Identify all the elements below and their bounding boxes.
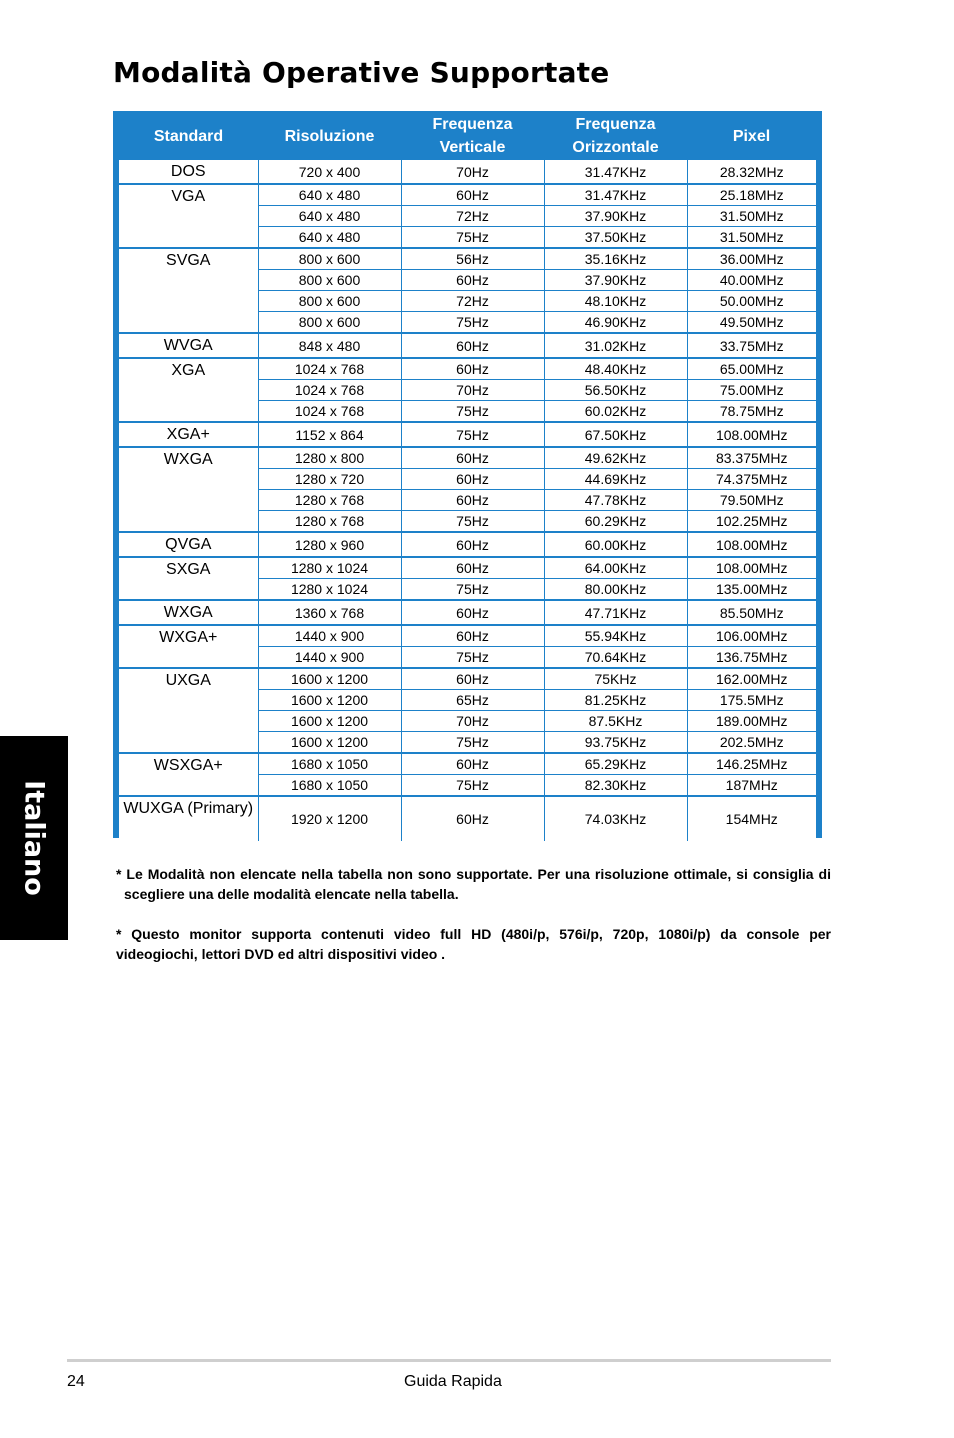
table-row [119,625,816,647]
vertical-frequency-cell: 60Hz [401,557,544,579]
horizontal-frequency-cell: 65.29KHz [544,753,687,775]
horizontal-frequency-cell: 81.25KHz [544,690,687,711]
resolution-cell: 800 x 600 [258,248,401,270]
vertical-frequency-cell: 60Hz [401,796,544,841]
horizontal-frequency-cell: 31.47KHz [544,184,687,206]
resolution-cell: 1680 x 1050 [258,775,401,797]
resolution-cell: 1024 x 768 [258,401,401,423]
horizontal-frequency-cell: 60.02KHz [544,401,687,423]
vertical-frequency-cell: 60Hz [401,333,544,358]
resolution-cell: 1680 x 1050 [258,753,401,775]
resolution-cell: 1024 x 768 [258,380,401,401]
standard-cell: WVGA [119,333,258,358]
resolution-cell: 1440 x 900 [258,647,401,669]
pixel-clock-cell: 75.00MHz [687,380,816,401]
pixel-clock-cell: 79.50MHz [687,490,816,511]
standard-cell: QVGA [119,532,258,557]
pixel-clock-cell: 31.50MHz [687,227,816,249]
header-horizontal-frequency: Frequenza Orizzontale [572,116,659,156]
header-pixel: Pixel [732,127,771,145]
pixel-clock-cell: 108.00MHz [687,422,816,447]
table-row [119,600,816,625]
resolution-cell: 800 x 600 [258,270,401,291]
pixel-clock-cell: 175.5MHz [687,690,816,711]
table-row [119,557,816,579]
resolution-cell: 1280 x 720 [258,469,401,490]
pixel-clock-cell: 50.00MHz [687,291,816,312]
pixel-clock-cell: 25.18MHz [687,184,816,206]
table-row [119,422,816,447]
vertical-frequency-cell: 75Hz [401,511,544,533]
resolution-cell: 1440 x 900 [258,625,401,647]
vertical-frequency-cell: 70Hz [401,160,544,185]
vertical-frequency-cell: 60Hz [401,469,544,490]
pixel-clock-cell: 136.75MHz [687,647,816,669]
vertical-frequency-cell: 75Hz [401,647,544,669]
resolution-cell: 1600 x 1200 [258,732,401,754]
table-row [119,796,816,841]
vertical-frequency-cell: 60Hz [401,668,544,690]
header-resolution: Risoluzione [284,127,375,145]
pixel-clock-cell: 83.375MHz [687,447,816,469]
horizontal-frequency-cell: 31.02KHz [544,333,687,358]
resolution-cell: 1280 x 960 [258,532,401,557]
standard-cell: XGA+ [119,422,258,447]
resolution-cell: 800 x 600 [258,291,401,312]
standard-cell: WXGA+ [119,625,258,668]
horizontal-frequency-cell: 82.30KHz [544,775,687,797]
resolution-cell: 1024 x 768 [258,358,401,380]
pixel-clock-cell: 28.32MHz [687,160,816,185]
vertical-frequency-cell: 56Hz [401,248,544,270]
resolution-cell: 640 x 480 [258,227,401,249]
supported-modes-table [119,113,816,841]
horizontal-frequency-cell: 44.69KHz [544,469,687,490]
standard-cell: WXGA [119,600,258,625]
pixel-clock-cell: 108.00MHz [687,532,816,557]
pixel-clock-cell: 202.5MHz [687,732,816,754]
vertical-frequency-cell: 75Hz [401,579,544,601]
horizontal-frequency-cell: 60.29KHz [544,511,687,533]
table-row [119,184,816,206]
pixel-clock-cell: 49.50MHz [687,312,816,334]
horizontal-frequency-cell: 74.03KHz [544,796,687,841]
table-row [119,358,816,380]
resolution-cell: 800 x 600 [258,312,401,334]
horizontal-frequency-cell: 49.62KHz [544,447,687,469]
pixel-clock-cell: 78.75MHz [687,401,816,423]
vertical-frequency-cell: 60Hz [401,753,544,775]
vertical-frequency-cell: 60Hz [401,532,544,557]
horizontal-frequency-cell: 93.75KHz [544,732,687,754]
pixel-clock-cell: 40.00MHz [687,270,816,291]
standard-cell: XGA [119,358,258,422]
vertical-frequency-cell: 75Hz [401,227,544,249]
pixel-clock-cell: 146.25MHz [687,753,816,775]
horizontal-frequency-cell: 67.50KHz [544,422,687,447]
table-row [119,753,816,775]
table-row [119,160,816,185]
footer-divider [67,1359,831,1362]
table-body [119,160,816,842]
pixel-clock-cell: 36.00MHz [687,248,816,270]
resolution-cell: 1600 x 1200 [258,690,401,711]
standard-cell: UXGA [119,668,258,753]
vertical-frequency-cell: 60Hz [401,447,544,469]
horizontal-frequency-cell: 31.47KHz [544,160,687,185]
horizontal-frequency-cell: 47.71KHz [544,600,687,625]
table-header-row [119,113,816,160]
resolution-cell: 640 x 480 [258,206,401,227]
pixel-clock-cell: 31.50MHz [687,206,816,227]
language-tab-label: Italiano [18,780,50,896]
standard-cell: SXGA [119,557,258,600]
horizontal-frequency-cell: 80.00KHz [544,579,687,601]
pixel-clock-cell: 102.25MHz [687,511,816,533]
vertical-frequency-cell: 75Hz [401,775,544,797]
header-standard: Standard [153,127,224,145]
vertical-frequency-cell: 60Hz [401,184,544,206]
page-number: 24 [67,1373,85,1390]
horizontal-frequency-cell: 48.10KHz [544,291,687,312]
vertical-frequency-cell: 60Hz [401,490,544,511]
resolution-cell: 1360 x 768 [258,600,401,625]
resolution-cell: 1152 x 864 [258,422,401,447]
horizontal-frequency-cell: 75KHz [544,668,687,690]
footnote-full-hd: * Questo monitor supporta contenuti video full HD (480i/p, 576i/p, 720p, 1080i/p) da console per videogiochi, lettori DVD ed altri dispositivi video . [116,926,831,962]
horizontal-frequency-cell: 46.90KHz [544,312,687,334]
horizontal-frequency-cell: 60.00KHz [544,532,687,557]
vertical-frequency-cell: 75Hz [401,422,544,447]
page-title: Modalità Operative Supportate [113,56,610,89]
vertical-frequency-cell: 60Hz [401,358,544,380]
vertical-frequency-cell: 75Hz [401,312,544,334]
standard-cell: WSXGA+ [119,753,258,796]
vertical-frequency-cell: 72Hz [401,206,544,227]
pixel-clock-cell: 106.00MHz [687,625,816,647]
vertical-frequency-cell: 60Hz [401,600,544,625]
resolution-cell: 1280 x 1024 [258,579,401,601]
horizontal-frequency-cell: 87.5KHz [544,711,687,732]
standard-cell: SVGA [119,248,258,333]
horizontal-frequency-cell: 55.94KHz [544,625,687,647]
horizontal-frequency-cell: 37.90KHz [544,270,687,291]
pixel-clock-cell: 108.00MHz [687,557,816,579]
table-row [119,248,816,270]
pixel-clock-cell: 187MHz [687,775,816,797]
vertical-frequency-cell: 60Hz [401,270,544,291]
vertical-frequency-cell: 75Hz [401,732,544,754]
horizontal-frequency-cell: 64.00KHz [544,557,687,579]
standard-cell: WXGA [119,447,258,532]
pixel-clock-cell: 154MHz [687,796,816,841]
vertical-frequency-cell: 72Hz [401,291,544,312]
pixel-clock-cell: 162.00MHz [687,668,816,690]
horizontal-frequency-cell: 56.50KHz [544,380,687,401]
pixel-clock-cell: 85.50MHz [687,600,816,625]
resolution-cell: 1280 x 768 [258,511,401,533]
standard-cell: VGA [119,184,258,248]
horizontal-frequency-cell: 37.90KHz [544,206,687,227]
standard-cell: WUXGA (Primary) [119,796,258,841]
resolution-cell: 720 x 400 [258,160,401,185]
resolution-cell: 640 x 480 [258,184,401,206]
table-row [119,333,816,358]
resolution-cell: 1600 x 1200 [258,668,401,690]
footnote-unsupported-modes: * Le Modalità non elencate nella tabella non sono supportate. Per una risoluzione ottimale, si consiglia di scegliere una delle modalità elencate nella tabella. [116,866,831,902]
vertical-frequency-cell: 70Hz [401,380,544,401]
table-row [119,532,816,557]
table-row [119,447,816,469]
pixel-clock-cell: 33.75MHz [687,333,816,358]
resolution-cell: 1280 x 800 [258,447,401,469]
vertical-frequency-cell: 65Hz [401,690,544,711]
header-vertical-frequency: Frequenza Verticale [432,116,513,156]
standard-cell: DOS [119,160,258,185]
resolution-cell: 1280 x 1024 [258,557,401,579]
pixel-clock-cell: 74.375MHz [687,469,816,490]
vertical-frequency-cell: 60Hz [401,625,544,647]
horizontal-frequency-cell: 47.78KHz [544,490,687,511]
resolution-cell: 1920 x 1200 [258,796,401,841]
pixel-clock-cell: 189.00MHz [687,711,816,732]
horizontal-frequency-cell: 35.16KHz [544,248,687,270]
resolution-cell: 1600 x 1200 [258,711,401,732]
footer-title: Guida Rapida [404,1373,502,1390]
table-row [119,668,816,690]
resolution-cell: 848 x 480 [258,333,401,358]
footnotes [116,864,831,984]
pixel-clock-cell: 65.00MHz [687,358,816,380]
horizontal-frequency-cell: 70.64KHz [544,647,687,669]
horizontal-frequency-cell: 37.50KHz [544,227,687,249]
pixel-clock-cell: 135.00MHz [687,579,816,601]
horizontal-frequency-cell: 48.40KHz [544,358,687,380]
resolution-cell: 1280 x 768 [258,490,401,511]
vertical-frequency-cell: 75Hz [401,401,544,423]
vertical-frequency-cell: 70Hz [401,711,544,732]
supported-modes-table-frame [113,111,822,838]
language-side-tab [0,736,68,940]
